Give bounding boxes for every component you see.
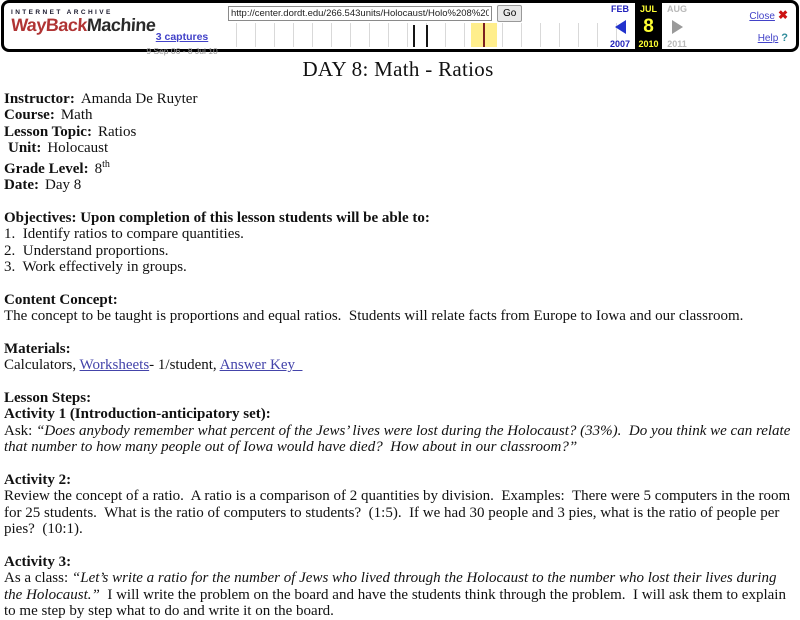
text-segment: - 1/student, <box>149 357 220 373</box>
current-day-label: 8 <box>643 15 654 37</box>
activity3-body <box>4 570 792 620</box>
wayback-machine-wordmark: WayBackMachine <box>10 15 157 35</box>
capture-marker[interactable] <box>413 25 415 47</box>
materials-section <box>4 341 792 374</box>
meta-unit: Unit: Holocaust <box>8 140 109 156</box>
date-navigation <box>605 0 692 52</box>
internet-archive-label: INTERNET ARCHIVE <box>11 9 113 16</box>
objective-item: 2. Understand proportions. <box>4 242 169 259</box>
wayback-toolbar <box>1 0 799 56</box>
materials-heading: Materials: <box>4 340 71 357</box>
content-concept-heading: Content Concept: <box>4 291 118 308</box>
document-content <box>0 52 800 620</box>
meta-course: Course: Math <box>4 107 93 123</box>
close-link[interactable]: Close <box>749 11 775 22</box>
close-control <box>749 8 788 22</box>
next-year-link[interactable]: 2011 <box>667 39 687 49</box>
close-icon[interactable]: ✖ <box>777 8 788 22</box>
meta-grade-level: Grade Level: 8th <box>4 158 110 177</box>
help-icon[interactable]: ? <box>781 32 788 44</box>
text-segment: Day 8 <box>44 177 82 193</box>
help-control <box>758 32 788 44</box>
text-segment: Calculators, <box>4 357 80 373</box>
text-segment: I will write the problem on the board and have the students think through the problem. I will ask them to explain to me step by step what to do and write it on the board. <box>4 586 790 619</box>
italic-text: “Does anybody remember what percent of the Jews’ lives were lost during the Holocaust? (33%). Do you think we can relate that number to how many people out of Iowa would have died? How about in our classroom?” <box>4 422 795 455</box>
text-segment: Math <box>60 107 93 123</box>
page-title: DAY 8: Math - Ratios <box>302 57 494 81</box>
text-segment: 8 <box>94 160 103 177</box>
activity2-section <box>4 472 792 538</box>
worksheets-link[interactable]: Worksheets <box>79 357 150 373</box>
activity1-heading: Activity 1 (Introduction-anticipatory set): <box>4 406 271 422</box>
text-segment: Ask: <box>4 422 37 439</box>
answer-key-link[interactable]: Answer Key <box>219 357 303 373</box>
italic-text: “Let’s write a ratio for the number of Jews who lived through the Holocaust to the number who lost their lives during the Holocaust.” <box>4 570 781 603</box>
activity3-section <box>4 554 792 620</box>
capture-timeline[interactable] <box>218 23 632 47</box>
help-link[interactable]: Help <box>757 33 779 44</box>
text-segment: As a class: <box>4 570 72 586</box>
activity3-heading: Activity 3: <box>4 553 72 570</box>
prev-capture-arrow-icon[interactable] <box>615 20 626 34</box>
objectives-heading: Objectives: Upon completion of this lesson students will be able to: <box>4 209 430 226</box>
capture-marker[interactable] <box>426 25 428 47</box>
text-segment: Ratios <box>97 123 137 140</box>
next-capture-column <box>662 0 692 52</box>
captures-date-range: 9 Sep 06 - 8 Jul 10 <box>146 46 218 56</box>
meta-instructor: Instructor: Amanda De Ruyter <box>4 90 198 107</box>
objective-item: 1. Identify ratios to compare quantities. <box>4 226 244 242</box>
lesson-steps-heading: Lesson Steps: <box>4 389 92 406</box>
superscript: th <box>102 158 110 170</box>
text-segment: Amanda De Ruyter <box>80 90 198 107</box>
objectives-section <box>4 210 792 276</box>
next-capture-arrow-icon[interactable] <box>672 20 683 34</box>
internet-archive-logo[interactable] <box>10 9 157 35</box>
content-concept-body: The concept to be taught is proportions and equal ratios. Students will relate facts from Europe to Iowa and our classroom. <box>4 308 744 324</box>
prev-capture-column <box>605 0 635 52</box>
current-month-label: JUL <box>639 4 657 14</box>
go-button[interactable]: Go <box>497 5 522 22</box>
text-segment: Holocaust <box>47 140 109 156</box>
meta-lesson-topic: Lesson Topic: Ratios <box>4 123 137 140</box>
prev-month-label: FEB <box>611 4 629 14</box>
activity2-body: Review the concept of a ratio. A ratio is a comparison of 2 quantities by division. Examples: There were 5 computers in the room for 25 students. What is the ratio of computers to students? (1:5). If we had 30 people and 3 pies, what is the ratio of people per pies? (10:1). <box>4 488 794 537</box>
captures-link[interactable]: 3 captures <box>155 31 209 43</box>
current-capture-marker[interactable] <box>483 23 485 47</box>
captures-info <box>142 27 222 56</box>
lesson-steps-section <box>4 389 795 456</box>
next-month-label: AUG <box>667 4 687 14</box>
content-concept-section <box>4 292 792 325</box>
meta-block <box>4 91 792 194</box>
current-capture-column <box>635 0 662 52</box>
meta-date: Date: Day 8 <box>4 177 82 193</box>
prev-year-link[interactable]: 2007 <box>609 39 631 49</box>
activity2-heading: Activity 2: <box>4 471 72 488</box>
materials-line <box>4 357 792 374</box>
activity1-body <box>4 422 795 456</box>
objective-item: 3. Work effectively in groups. <box>4 259 187 275</box>
current-year-label: 2010 <box>638 39 659 49</box>
url-input[interactable] <box>228 6 492 21</box>
